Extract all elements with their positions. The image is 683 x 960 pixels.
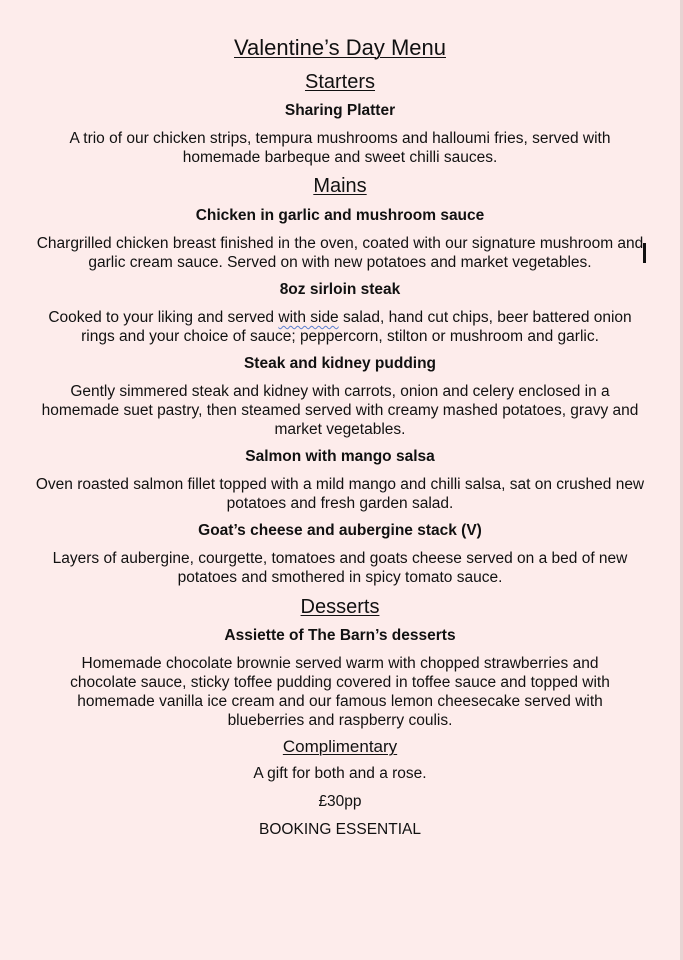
dish-name: Steak and kidney pudding	[243, 355, 437, 372]
dish-description	[30, 308, 650, 346]
dish-description: Homemade chocolate brownie served warm with chopped strawberries and chocolate sauce, sticky toffee pudding covered in toffee sauce and topped with homemade vanilla ice cream and our famous lemon cheesecake served with blueberries and raspberry coulis.	[70, 655, 610, 729]
dish-description: A trio of our chicken strips, tempura mushrooms and halloumi fries, served with homemade barbeque and sweet chilli sauces.	[69, 130, 611, 166]
dish-description: Oven roasted salmon fillet topped with a mild mango and chilli salsa, sat on crushed new potatoes and fresh garden salad.	[35, 476, 645, 512]
price: £30pp	[318, 793, 362, 810]
complimentary-text: A gift for both and a rose.	[253, 765, 427, 782]
dish-description: Layers of aubergine, courgette, tomatoes and goats cheese served on a bed of new potatoes and smothered in spicy tomato sauce.	[52, 550, 628, 586]
section-heading-desserts: Desserts	[300, 596, 380, 618]
dish-name: Salmon with mango salsa	[245, 448, 435, 465]
dish-description: Gently simmered steak and kidney with carrots, onion and celery enclosed in a homemade suet pastry, then steamed served with creamy mashed potatoes, gravy and market vegetables.	[41, 383, 639, 438]
dish-name: Goat’s cheese and aubergine stack (V)	[198, 522, 482, 539]
dish-description: Chargrilled chicken breast finished in the oven, coated with our signature mushroom and garlic cream sauce. Served on with new potatoes and market vegetables.	[36, 235, 644, 271]
description-part: Cooked to your liking and served	[48, 309, 279, 326]
text-cursor	[643, 243, 646, 263]
dish-name: 8oz sirloin steak	[279, 281, 401, 298]
dish-name: Sharing Platter	[284, 102, 396, 119]
menu-title: Valentine’s Day Menu	[234, 35, 446, 60]
dish-name: Assiette of The Barn’s desserts	[224, 627, 456, 644]
description-part: salad, hand cut chips, beer battered onion rings and your choice of sauce; peppercorn, stilton or mushroom and garlic.	[81, 309, 632, 345]
dish-name: Chicken in garlic and mushroom sauce	[195, 207, 485, 224]
section-heading-mains: Mains	[313, 175, 367, 197]
spellcheck-underlined-text: with side	[278, 309, 339, 326]
section-heading-starters: Starters	[304, 71, 376, 93]
menu-content	[30, 34, 650, 839]
section-heading-complimentary: Complimentary	[282, 737, 398, 756]
booking-note: BOOKING ESSENTIAL	[259, 821, 421, 838]
